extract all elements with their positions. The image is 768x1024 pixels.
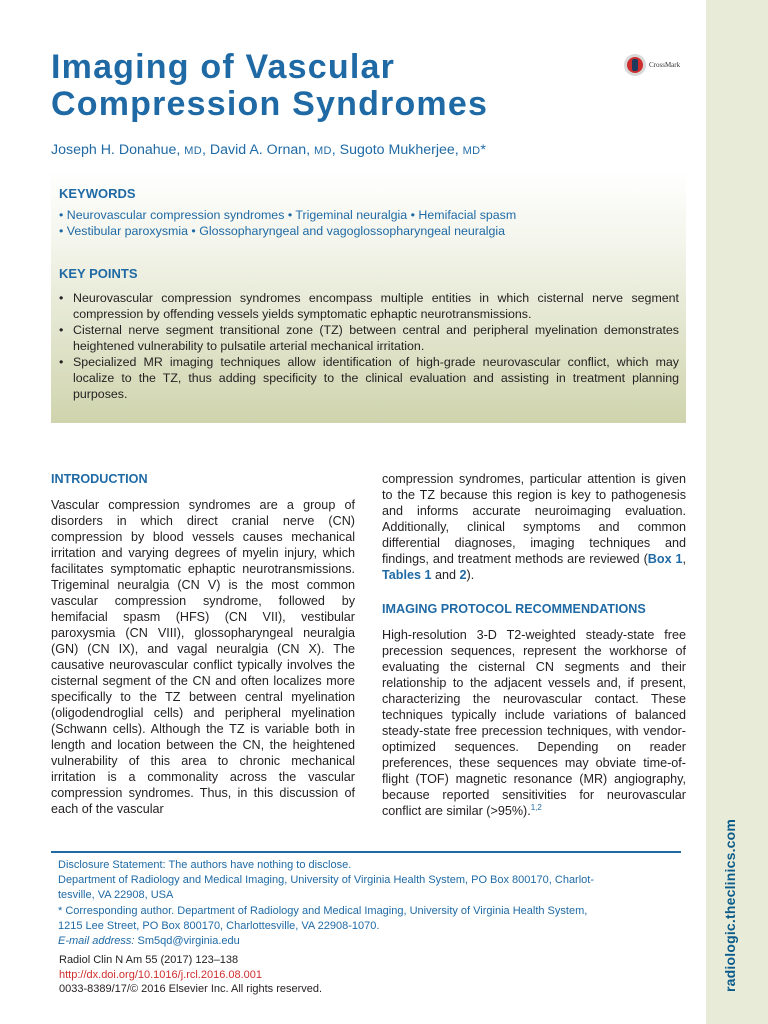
author-separator: * — [480, 142, 486, 158]
author-degree: MD — [184, 145, 203, 157]
author-list — [51, 142, 486, 158]
author-name: Joseph H. Donahue, — [51, 142, 185, 158]
keywords-keypoints-box — [51, 170, 686, 423]
imaging-protocol-heading: IMAGING PROTOCOL RECOMMENDATIONS — [382, 602, 646, 616]
right-column — [382, 471, 686, 819]
introduction-paragraph: Vascular compression syndromes are a group of disorders in which direct cranial nerve (CN) compression by blood vessels causes mechanical irritation and varying degrees of myelin injury, which facilitates symptomatic ephaptic neurotransmissions. Trigeminal neuralgia (CN V) is the most common vascular compression syndrome, followed by hemifacial spasm (HFS) (CN VII), vestibular paroxysmia (CN VIII), glossopharyngeal neuralgia (GN) (CN IX), and vagal neuralgia (CN X). The causative neurovascular conflict typically involves the cisternal segment of the CN and often localizes more specifically to the TZ between central myelination (oligodendroglial cells) and peripheral myelination (Schwann cells). Although the TZ is variable both in length and location between the CN, the heightened vulnerability of this area to chronic mechanical irritation is a commonality across the vascular compression syndromes. Thus, in this discussion of each of the vascular — [51, 498, 355, 816]
key-points-heading: KEY POINTS — [59, 266, 138, 281]
author-separator: , — [202, 142, 210, 158]
doi-link[interactable]: http://dx.doi.org/10.1016/j.rcl.2016.08.001 — [59, 968, 263, 981]
continuation-text: compression syndromes, particular attention is given to the TZ because this region is key to pathogenesis and informs accurate neuroimaging evaluation. Additionally, clinical symptoms and common differential diagnoses, imaging techniques and findings, and treatment methods are reviewed ( — [382, 472, 686, 566]
tables-1-link[interactable]: Tables 1 — [382, 568, 432, 582]
introduction-heading: INTRODUCTION — [51, 472, 148, 486]
key-point-item: • Cisternal nerve segment transitional zone (TZ) between central and peripheral myelination demonstrates heightened vulnerability to pulsatile arterial mechanical irritation. — [59, 322, 679, 354]
affiliation-line: tesville, VA 22908, USA — [58, 889, 174, 902]
author-name: David A. Ornan, — [209, 142, 314, 158]
email-label: E-mail address: — [58, 935, 135, 948]
corresponding-author-line: 1215 Lee Street, PO Box 800170, Charlottesville, VA 22908-1070. — [58, 919, 380, 932]
title-line-2: Compression Syndromes — [51, 85, 489, 123]
table-2-link[interactable]: 2 — [459, 568, 467, 582]
author-degree: MD — [314, 145, 332, 157]
ref-and: and — [431, 568, 460, 582]
affiliation-line: Department of Radiology and Medical Imaging, University of Virginia Health System, PO Box 800170, Charlot- — [58, 874, 595, 887]
crossmark-icon — [624, 54, 646, 76]
key-points-list — [59, 290, 679, 402]
keywords-line: • Neurovascular compression syndromes • Trigeminal neuralgia • Hemifacial spasm — [59, 208, 517, 222]
title-line-1: Imaging of Vascular — [51, 48, 396, 86]
box-1-link[interactable]: Box 1 — [647, 552, 683, 566]
ref-end: ). — [466, 568, 475, 582]
keywords-line: • Vestibular paroxysmia • Glossopharyngeal and vagoglossopharyngeal neuralgia — [59, 224, 506, 238]
imaging-protocol-paragraph — [382, 627, 686, 819]
copyright-line: 0033-8389/17/© 2016 Elsevier Inc. All rights reserved. — [59, 983, 323, 996]
journal-citation: Radiol Clin N Am 55 (2017) 123–138 — [59, 954, 239, 966]
corresponding-author-line: * Corresponding author. Department of Radiology and Medical Imaging, University of Virginia Health System, — [58, 904, 588, 917]
article-title — [51, 49, 488, 123]
ref-separator: , — [682, 552, 687, 566]
key-point-item: • Specialized MR imaging techniques allow identification of high-grade neurovascular conflict, which may localize to the TZ, thus adding specificity to the clinical evaluation and assisting in treatment planning purposes. — [59, 354, 679, 402]
author-separator: , — [331, 142, 340, 158]
imaging-protocol-text: High-resolution 3-D T2-weighted steady-state free precession sequences, represent the workhorse of evaluating the cisternal CN segments and their relationship to the adjacent vessels and, if present, characterizing the neurovascular contact. These techniques typically include variations of balanced steady-state free precession techniques, with vendor-optimized sequences. Depending on reader preferences, these sequences may obviate time-of-flight (TOF) magnetic resonance (MR) angiography, because reported sensitivities for neurovascular conflict are similar (>95%). — [382, 628, 686, 818]
keywords-heading: KEYWORDS — [59, 186, 136, 201]
email-link[interactable]: Sm5qd@virginia.edu — [134, 935, 240, 948]
author-degree: MD — [462, 145, 481, 157]
journal-url[interactable]: radiologic.theclinics.com — [722, 818, 738, 992]
footnote-divider — [51, 851, 681, 853]
footnotes — [58, 858, 688, 949]
citation-block — [59, 953, 322, 997]
author-name: Sugoto Mukherjee, — [339, 142, 463, 158]
key-point-item: • Neurovascular compression syndromes encompass multiple entities in which cisternal nerve segment compression by offending vessels yields symptomatic ephaptic neurotransmissions. — [59, 290, 679, 322]
crossmark-badge[interactable] — [624, 54, 680, 76]
left-column — [51, 471, 355, 817]
disclosure-statement: Disclosure Statement: The authors have nothing to disclose. — [58, 859, 352, 871]
crossmark-label: CrossMark — [649, 61, 681, 69]
reference-citation-link[interactable]: 1,2 — [530, 802, 542, 812]
email-line — [58, 934, 688, 949]
introduction-continuation — [382, 471, 686, 583]
